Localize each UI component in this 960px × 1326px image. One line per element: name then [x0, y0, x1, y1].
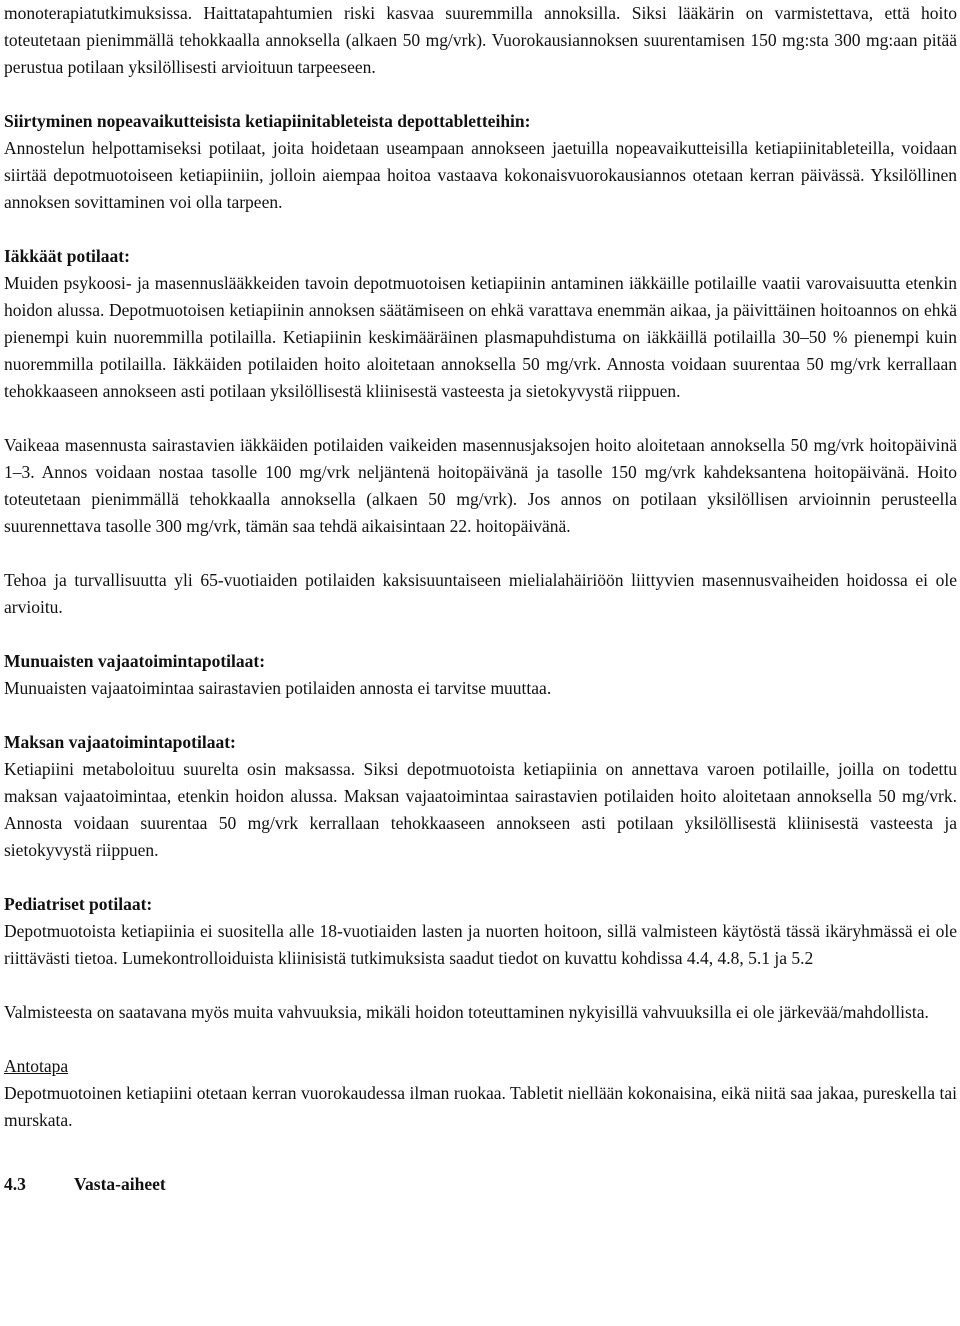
renal-heading: Munuaisten vajaatoimintapotilaat: [4, 651, 266, 671]
section-number: 4.3 [4, 1174, 26, 1194]
elderly-paragraph-2: Vaikeaa masennusta sairastavien iäkkäiden potilaiden vaikeiden masennusjaksojen hoito aloitetaan annoksella 50 mg/vrk hoitopäivinä 1–3. Annos voidaan nostaa tasolle 100 mg/vrk neljäntenä hoitopäivänä ja tasolle 150 mg/vrk kahdeksantena hoitopäivänä. Hoito toteutetaan pienimmällä tehokkaalla annoksella (alkaen 50 mg/vrk). Jos annos on potilaan yksilöllisen arvioinnin perusteella suurennettava tasolle 300 mg/vrk, tämän saa tehdä aikaisintaan 22. hoitopäivänä. [4, 435, 957, 536]
pediatric-paragraph-2: Valmisteesta on saatavana myös muita vahvuuksia, mikäli hoidon toteuttaminen nykyisillä vahvuuksilla ei ole järkevää/mahdollista. [4, 1002, 929, 1022]
spacer [4, 540, 957, 567]
hepatic-paragraph: Ketiapiini metaboloituu suurelta osin maksassa. Siksi depotmuotoista ketiapiinia on annettava varoen potilaille, joilla on todettu maksan vajaatoimintaa, etenkin hoidon alussa. Maksan vajaatoimintaa sairastavien potilaiden hoito aloitetaan annoksella 50 mg/vrk. Annosta voidaan suurentaa 50 mg/vrk kerrallaan tehokkaaseen annokseen asti potilaan yksilöllisestä kliinisestä vasteesta ja sietokyvystä riippuen. [4, 759, 957, 860]
spacer [4, 972, 957, 999]
elderly-paragraph-1: Muiden psykoosi- ja masennuslääkkeiden tavoin depotmuotoisen ketiapiinin antaminen iäkkäille potilaille vaatii varovaisuutta etenkin hoidon alussa. Depotmuotoisen ketiapiinin annoksen säätämiseen on ehkä varattava enemmän aikaa, ja päivittäinen hoitoannos on ehkä pienempi kuin nuoremmilla potilailla. Ketiapiinin keskimääräinen plasmapuhdistuma on iäkkäillä potilailla 30–50 % pienempi kuin nuoremmilla potilailla. Iäkkäiden potilaiden hoito aloitetaan annoksella 50 mg/vrk. Annosta voidaan suurentaa 50 mg/vrk kerrallaan tehokkaaseen annokseen asti potilaan yksilöllisestä kliinisestä vasteesta ja sietokyvystä riippuen. [4, 273, 957, 401]
spacer [4, 81, 957, 108]
hepatic-heading: Maksan vajaatoimintapotilaat: [4, 732, 236, 752]
renal-paragraph: Munuaisten vajaatoimintaa sairastavien potilaiden annosta ei tarvitse muuttaa. [4, 678, 552, 698]
pediatric-paragraph-1: Depotmuotoista ketiapiinia ei suositella alle 18-vuotiaiden lasten ja nuorten hoitoon, sillä valmisteen käytöstä tässä ikäryhmässä ei ole riittävästi tietoa. Lumekontrolloiduista kliinisistä tutkimuksista saadut tiedot on kuvattu kohdissa 4.4, 4.8, 5.1 ja 5.2 [4, 921, 957, 968]
spacer [4, 405, 957, 432]
spacer [4, 864, 957, 891]
spacer [4, 621, 957, 648]
intro-paragraph: monoterapiatutkimuksissa. Haittatapahtumien riski kasvaa suuremmilla annoksilla. Siksi lääkärin on varmistettava, että hoito toteutetaan pienimmällä tehokkaalla annoksella (alkaen 50 mg/vrk). Vuorokausiannoksen suurentamisen 150 mg:sta 300 mg:aan pitää perustua potilaan yksilöllisesti arvioituun tarpeeseen. [4, 3, 957, 77]
administration-heading: Antotapa [4, 1056, 69, 1076]
pediatric-heading: Pediatriset potilaat: [4, 894, 153, 914]
switching-paragraph: Annostelun helpottamiseksi potilaat, joita hoidetaan useampaan annokseen jaetuilla nopeavaikutteisilla ketiapiinitableteilla, voidaan siirtää depotmuotoiseen ketiapiiniin, jolloin aiempaa hoitoa vastaava kokonaisvuorokausiannos otetaan kerran päivässä. Yksilöllinen annoksen sovittaminen voi olla tarpeen. [4, 138, 957, 212]
switching-heading: Siirtyminen nopeavaikutteisista ketiapiinitableteista depottabletteihin: [4, 111, 531, 131]
spacer [4, 1026, 957, 1053]
administration-paragraph: Depotmuotoinen ketiapiini otetaan kerran vuorokaudessa ilman ruokaa. Tabletit niellään kokonaisina, eikä niitä saa jakaa, pureskella tai murskata. [4, 1083, 957, 1130]
spacer [4, 702, 957, 729]
document-page [4, 0, 957, 1198]
elderly-paragraph-3: Tehoa ja turvallisuutta yli 65-vuotiaiden potilaiden kaksisuuntaiseen mielialahäiriöön liittyvien masennusvaiheiden hoidossa ei ole arvioitu. [4, 570, 957, 617]
section-title: Vasta-aiheet [74, 1174, 166, 1194]
section-heading [4, 1171, 957, 1198]
spacer [4, 1134, 957, 1161]
elderly-heading: Iäkkäät potilaat: [4, 246, 130, 266]
spacer [4, 216, 957, 243]
